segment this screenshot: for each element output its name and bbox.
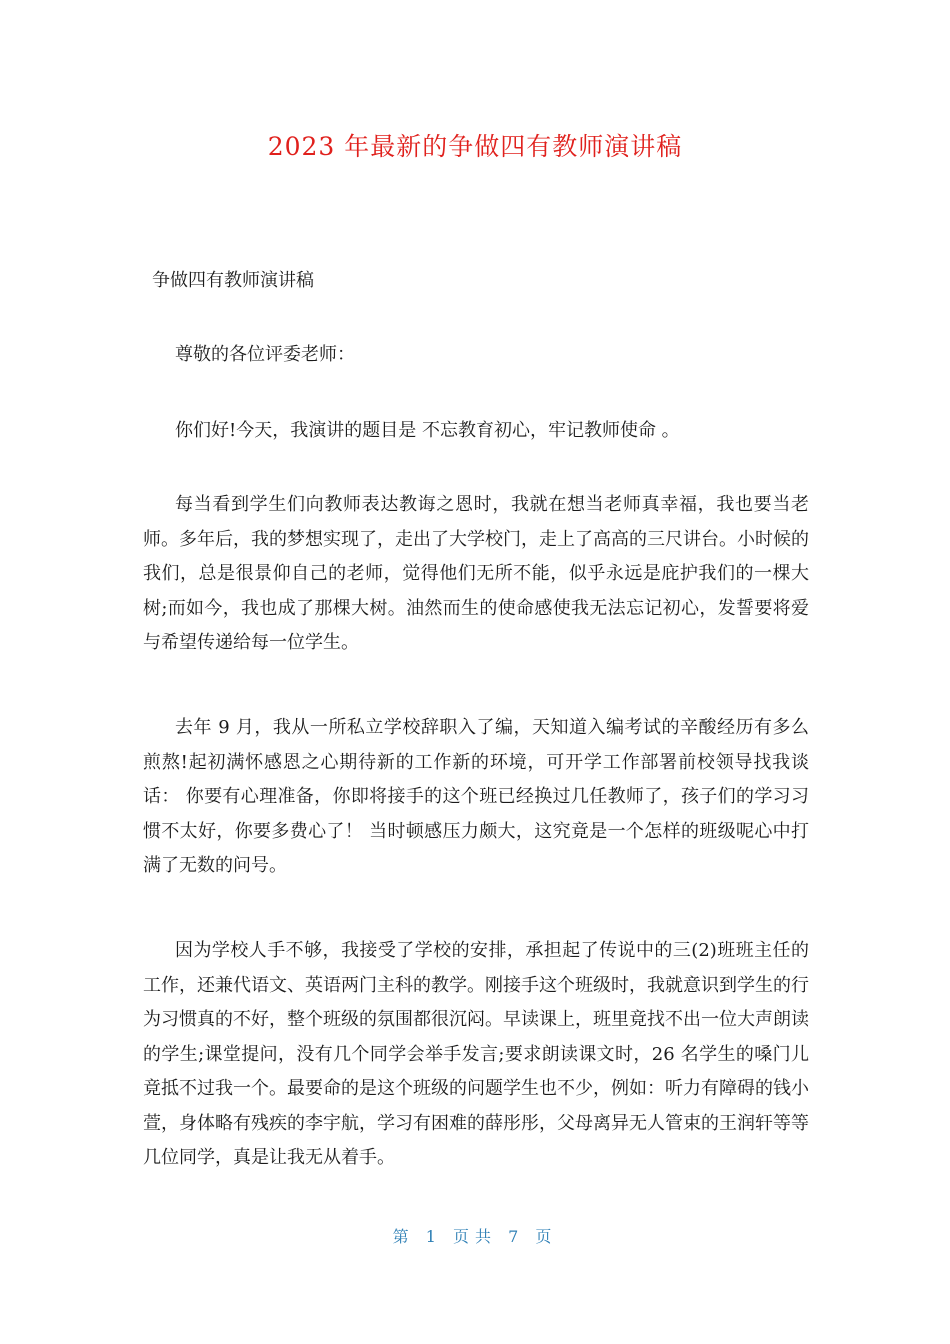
paragraph-body: 因为学校人手不够，我接受了学校的安排，承担起了传说中的三(2)班班主任的工作，还兼代语文、英语两门主科的教学。刚接手这个班级时，我就意识到学生的行为习惯真的不好，整个班级的氛围都很沉闷。早读课上，班里竟找不出一位大声朗读的学生;课堂提问，没有几个同学会举手发言;要求朗读课文时，26 名学生的嗓门儿竟抵不过我一个。最要命的是这个班级的问题学生也不少，例如：听力有障碍的钱小萱，身体略有残疾的李宇航，学习有困难的薛彤彤，父母离异无人管束的王润轩等等几位同学，真是让我无从着手。 [143,940,809,1168]
paragraph-body: 每当看到学生们向教师表达教诲之恩时，我就在想当老师真幸福，我也要当老师。多年后，我的梦想实现了，走出了大学校门，走上了高高的三尺讲台。小时候的我们，总是很景仰自己的老师，觉得他们无所不能，似乎永远是庇护我们的一棵大树;而如今，我也成了那棵大树。油然而生的使命感使我无法忘记初心，发誓要将爱与希望传递给每一位学生。 [143,494,809,653]
paragraph-opening: 你们好!今天，我演讲的题目是 不忘教育初心，牢记教师使命 。 [175,420,680,441]
paragraph-body: 去年 9 月，我从一所私立学校辞职入了编，天知道入编考试的辛酸经历有多么煎熬!起初满怀感恩之心期待新的工作新的环境，可开学工作部署前校领导找我谈话： 你要有心理准备，你即将接手的这个班已经换过几任教师了，孩子们的学习习惯不太好，你要多费心了！ 当时顿感压力颇大，这究竟是一个怎样的班级呢心中打满了无数的问号。 [143,717,809,876]
document-title: 2023 年最新的争做四有教师演讲稿 [267,132,683,161]
paragraph-greeting: 尊敬的各位评委老师： [175,344,355,365]
document-subtitle: 争做四有教师演讲稿 [152,270,314,291]
page-number-footer: 第 1 页共 7 页 [392,1227,558,1246]
